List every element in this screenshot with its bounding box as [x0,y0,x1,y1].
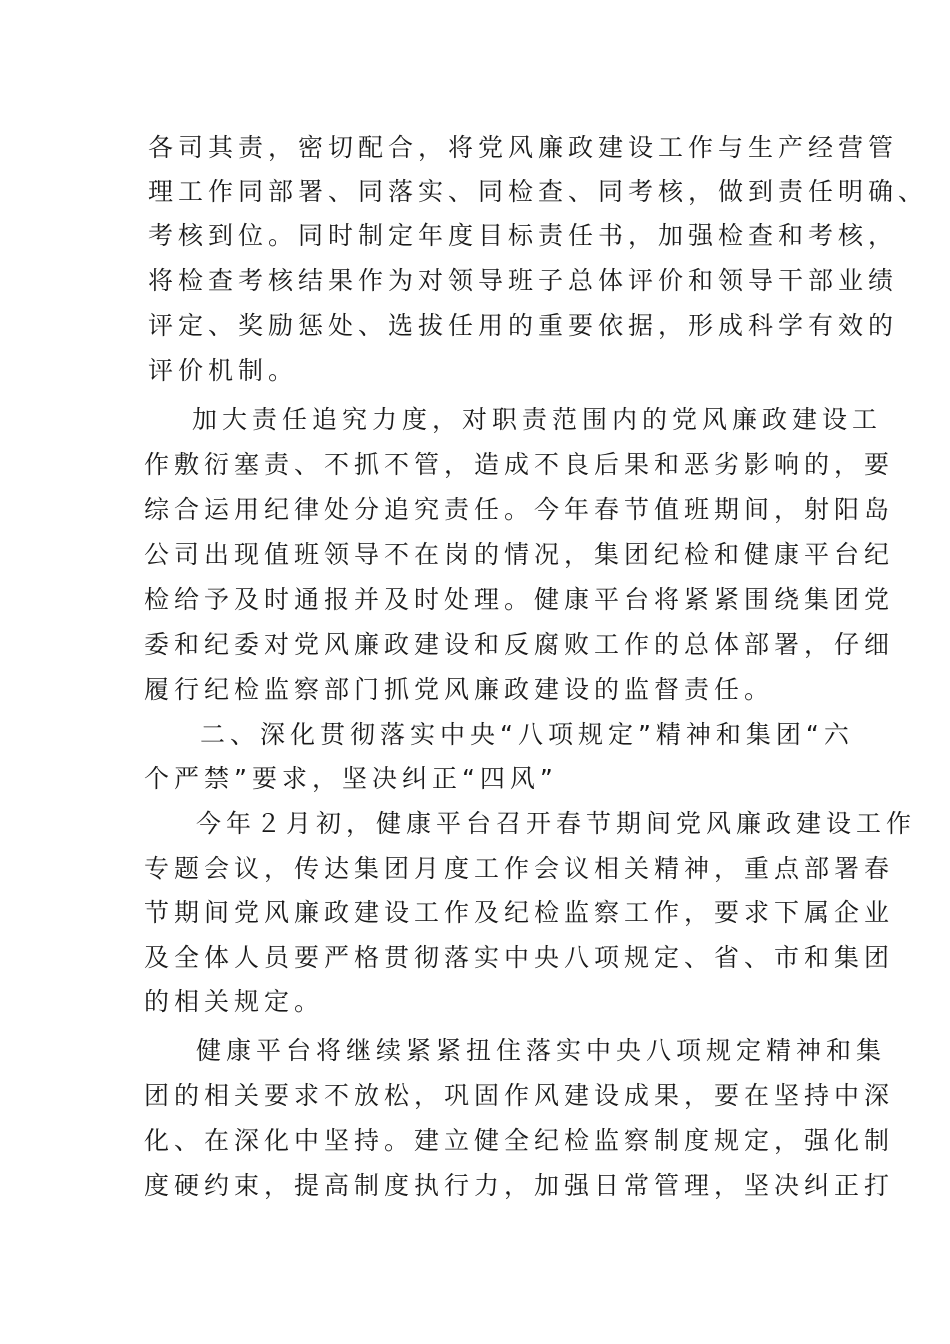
text-line: 理工作同部署、同落实、同检查、同考核，做到责任明确、 [148,177,929,206]
text-line: 综合运用纪律处分追究责任。今年春节值班期间，射阳岛 [144,495,895,524]
text-line: 加大责任追究力度，对职责范围内的党风廉政建设工 [192,405,883,434]
text-line: 的相关规定。 [144,987,325,1016]
text-line: 专题会议，传达集团月度工作会议相关精神，重点部署春 [144,854,895,883]
text-line: 及全体人员要严格贯彻落实中央八项规定、省、市和集团 [144,943,895,972]
text-line: 履行纪检监察部门抓党风廉政建设的监督责任。 [144,675,775,704]
text-line: 化、在深化中坚持。建立健全纪检监察制度规定，强化制 [144,1126,895,1155]
text-line: 考核到位。同时制定年度目标责任书，加强检查和考核， [148,221,899,250]
text-line: 度硬约束，提高制度执行力，加强日常管理，坚决纠正打 [144,1171,895,1200]
section-heading: 二、深化贯彻落实中央“八项规定”精神和集团“六 [200,720,854,749]
text-line: 检给予及时通报并及时处理。健康平台将紧紧围绕集团党 [144,585,895,614]
text-line: 各司其责，密切配合，将党风廉政建设工作与生产经营管 [148,133,899,162]
section-heading: 个严禁”要求，坚决纠正“四风” [144,764,558,793]
text-line: 节期间党风廉政建设工作及纪检监察工作，要求下属企业 [144,898,895,927]
text-line: 委和纪委对党风廉政建设和反腐败工作的总体部署，仔细 [144,630,895,659]
text-line: 作敷衍塞责、不抓不管，造成不良后果和恶劣影响的，要 [144,450,895,479]
text-line: 评定、奖励惩处、选拔任用的重要依据，形成科学有效的 [148,311,899,340]
text-line: 今年２月初，健康平台召开春节期间党风廉政建设工作 [196,809,917,838]
text-line: 公司出现值班领导不在岗的情况，集团纪检和健康平台纪 [144,540,895,569]
text-line: 评价机制。 [148,356,299,385]
text-line: 团的相关要求不放松，巩固作风建设成果，要在坚持中深 [144,1081,895,1110]
text-line: 健康平台将继续紧紧扭住落实中央八项规定精神和集 [196,1036,887,1065]
text-line: 将检查考核结果作为对领导班子总体评价和领导干部业绩 [148,266,899,295]
